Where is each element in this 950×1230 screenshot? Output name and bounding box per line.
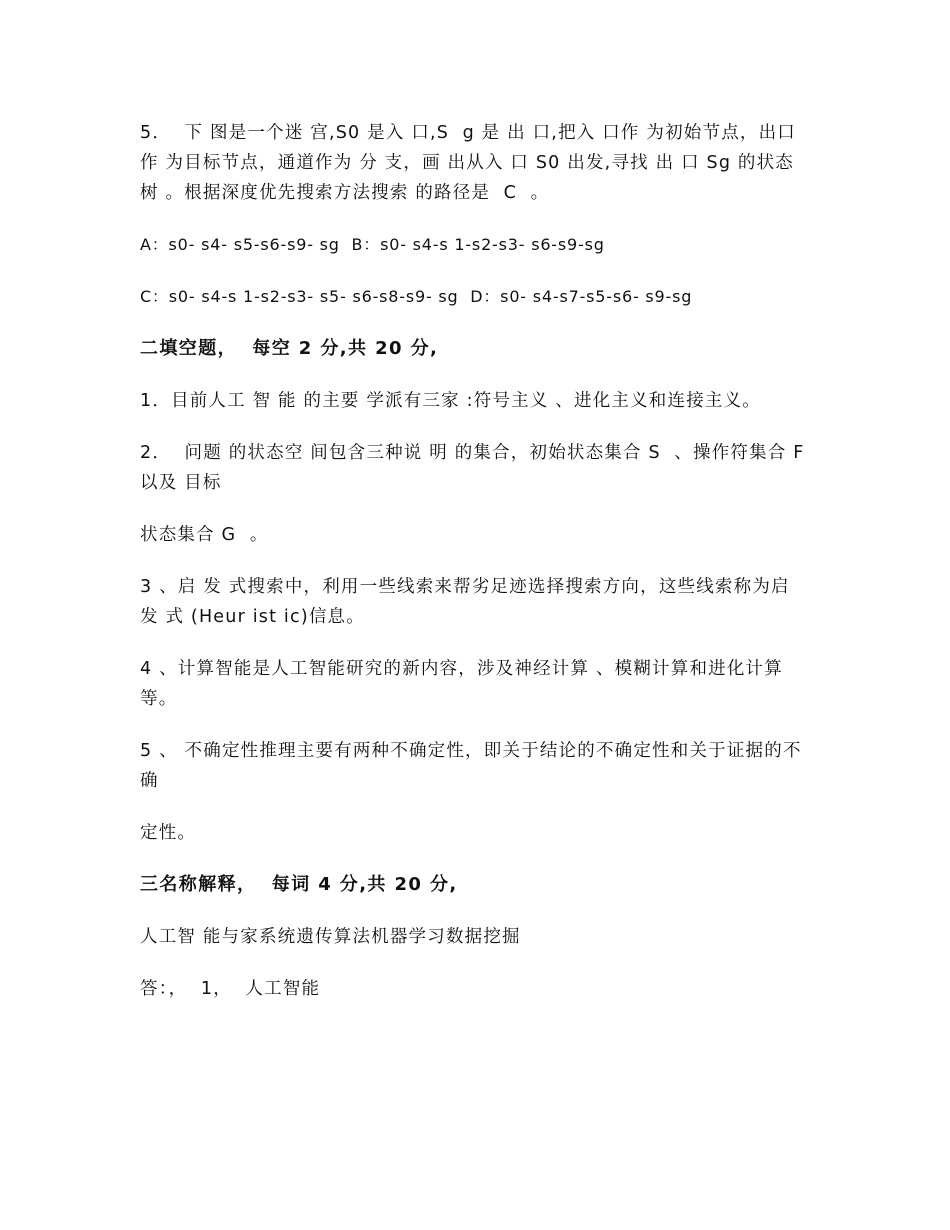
document-page: [140, 118, 812, 1026]
fill-item-5: 5 、 不确定性推理主要有两种不确定性，即关于结论的不确定性和关于证据的不确: [140, 741, 802, 791]
question-5-options-ab: A：s0- s4- s5-s6-s9- sg B：s0- s4-s 1-s2-s3- s6-s9-sg: [140, 235, 605, 254]
fill-item-2-continued: 状态集合 G 。: [140, 525, 269, 545]
fill-item-3: 3 、启 发 式搜索中，利用一些线索来帮劣足迹选择搜索方向，这些线索称为启 发 式 (Heur ist ic)信息。: [140, 577, 797, 627]
section-2-heading: 二填空题， 每空 2 分,共 20 分,: [140, 338, 439, 359]
terms-list: 人工智 能与家系统遗传算法机器学习数据挖掘: [140, 927, 521, 947]
fill-item-5-continued: 定性。: [140, 823, 197, 843]
section-3-heading: 三名称解释， 每词 4 分,共 20 分,: [140, 874, 458, 895]
answer-line: 答：， 1， 人工智能: [140, 979, 321, 999]
question-5-options-cd: C：s0- s4-s 1-s2-s3- s5- s6-s8-s9- sg D：s0- s4-s7-s5-s6- s9-sg: [140, 287, 693, 306]
question-5-text: 5． 下 图是一个迷 宫,S0 是入 口,S g 是 出 口,把入 口作 为初始节点，出口作 为目标节点，通道作为 分 支，画 出从入 口 S0 出发,寻找 出 口 Sg 的状态树 。根据深度优先搜索方法搜索 的路径是 C 。: [140, 123, 796, 203]
fill-item-4: 4 、计算智能是人工智能研究的新内容，涉及神经计算 、模糊计算和进化计算等。: [140, 659, 783, 709]
fill-item-2: 2． 问题 的状态空 间包含三种说 明 的集合，初始状态集合 S 、操作符集合 F 以及 目标: [140, 443, 812, 493]
fill-item-1: 1．目前人工 智 能 的主要 学派有三家 :符号主义 、进化主义和连接主义。: [140, 391, 762, 411]
